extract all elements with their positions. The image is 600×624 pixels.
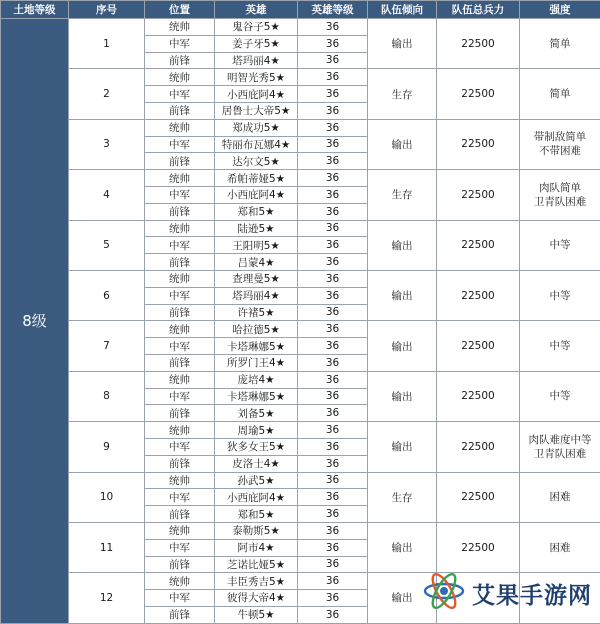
table-row	[1, 321, 600, 338]
hero-level-cell: 36	[298, 489, 368, 506]
hero-cell: 皮洛士4★	[215, 455, 298, 472]
hero-level-cell: 36	[298, 170, 368, 187]
team-index-cell: 4	[69, 170, 145, 220]
tendency-cell: 输出	[368, 119, 437, 169]
tendency-cell: 输出	[368, 321, 437, 371]
hero-cell: 希帕蒂娅5★	[215, 170, 298, 187]
position-cell: 前锋	[145, 52, 215, 69]
hero-level-cell: 36	[298, 522, 368, 539]
header-position: 位置	[145, 1, 215, 19]
hero-cell: 吕蒙4★	[215, 254, 298, 271]
hero-cell: 许褚5★	[215, 304, 298, 321]
troops-cell: 22500	[437, 220, 520, 270]
hero-cell: 孙武5★	[215, 472, 298, 489]
troops-cell: 22500	[437, 69, 520, 119]
tendency-cell: 输出	[368, 371, 437, 421]
position-cell: 前锋	[145, 254, 215, 271]
position-cell: 统帅	[145, 69, 215, 86]
team-index-cell: 1	[69, 19, 145, 69]
position-cell: 前锋	[145, 606, 215, 623]
position-cell: 统帅	[145, 170, 215, 187]
troops-cell: 22500	[437, 270, 520, 320]
hero-level-cell: 36	[298, 136, 368, 153]
strength-cell: 中等	[520, 371, 600, 421]
position-cell: 前锋	[145, 203, 215, 220]
position-cell: 统帅	[145, 371, 215, 388]
hero-cell: 所罗门王4★	[215, 354, 298, 371]
hero-cell: 明智光秀5★	[215, 69, 298, 86]
strength-cell: 肉队简单 卫青队困难	[520, 170, 600, 220]
hero-cell: 郑和5★	[215, 506, 298, 523]
hero-level-cell: 36	[298, 455, 368, 472]
tendency-cell: 输出	[368, 19, 437, 69]
tendency-cell: 输出	[368, 522, 437, 572]
position-cell: 中军	[145, 338, 215, 355]
hero-level-cell: 36	[298, 539, 368, 556]
hero-level-cell: 36	[298, 19, 368, 36]
table-row	[1, 472, 600, 489]
position-cell: 统帅	[145, 270, 215, 287]
hero-cell: 泰勒斯5★	[215, 522, 298, 539]
tendency-cell: 输出	[368, 422, 437, 472]
hero-cell: 塔玛丽4★	[215, 287, 298, 304]
position-cell: 统帅	[145, 573, 215, 590]
hero-level-cell: 36	[298, 338, 368, 355]
position-cell: 中军	[145, 186, 215, 203]
hero-cell: 郑成功5★	[215, 119, 298, 136]
hero-level-cell: 36	[298, 287, 368, 304]
position-cell: 前锋	[145, 506, 215, 523]
table-row	[1, 220, 600, 237]
position-cell: 中军	[145, 539, 215, 556]
hero-level-cell: 36	[298, 220, 368, 237]
hero-cell: 陆逊5★	[215, 220, 298, 237]
hero-level-cell: 36	[298, 35, 368, 52]
hero-cell: 周瑜5★	[215, 422, 298, 439]
header-hero-level: 英雄等级	[298, 1, 368, 19]
troops-cell: 22500	[437, 321, 520, 371]
position-cell: 统帅	[145, 220, 215, 237]
hero-cell: 塔玛丽4★	[215, 52, 298, 69]
hero-cell: 卡塔琳娜5★	[215, 388, 298, 405]
table-row	[1, 422, 600, 439]
position-cell: 前锋	[145, 102, 215, 119]
strength-cell: 肉队难度中等 卫青队困难	[520, 422, 600, 472]
hero-level-cell: 36	[298, 237, 368, 254]
hero-level-cell: 36	[298, 606, 368, 623]
team-index-cell: 5	[69, 220, 145, 270]
position-cell: 前锋	[145, 354, 215, 371]
table-row	[1, 19, 600, 36]
hero-cell: 庞培4★	[215, 371, 298, 388]
troops-cell: 22500	[437, 119, 520, 169]
position-cell: 中军	[145, 438, 215, 455]
position-cell: 前锋	[145, 304, 215, 321]
hero-level-cell: 36	[298, 506, 368, 523]
strength-cell: 困难	[520, 522, 600, 572]
troops-cell: 22500	[437, 522, 520, 572]
header-index: 序号	[69, 1, 145, 19]
hero-level-cell: 36	[298, 270, 368, 287]
header-troops: 队伍总兵力	[437, 1, 520, 19]
strength-cell: 困难	[520, 472, 600, 522]
hero-level-cell: 36	[298, 590, 368, 607]
hero-level-cell: 36	[298, 573, 368, 590]
team-index-cell: 3	[69, 119, 145, 169]
hero-cell: 小西庇阿4★	[215, 186, 298, 203]
hero-cell: 郑和5★	[215, 203, 298, 220]
hero-level-cell: 36	[298, 119, 368, 136]
troops-cell: 22500	[437, 472, 520, 522]
hero-cell: 阿市4★	[215, 539, 298, 556]
position-cell: 统帅	[145, 321, 215, 338]
strength-cell: 简单	[520, 69, 600, 119]
position-cell: 中军	[145, 590, 215, 607]
position-cell: 统帅	[145, 472, 215, 489]
hero-cell: 彼得大帝4★	[215, 590, 298, 607]
strength-cell: 简单	[520, 19, 600, 69]
team-index-cell: 7	[69, 321, 145, 371]
hero-cell: 王阳明5★	[215, 237, 298, 254]
position-cell: 中军	[145, 86, 215, 103]
strength-cell: 带制敌简单 不带困难	[520, 119, 600, 169]
hero-level-cell: 36	[298, 203, 368, 220]
table-row	[1, 371, 600, 388]
hero-level-cell: 36	[298, 254, 368, 271]
position-cell: 中军	[145, 136, 215, 153]
hero-level-cell: 36	[298, 422, 368, 439]
hero-cell: 居鲁士大帝5★	[215, 102, 298, 119]
position-cell: 统帅	[145, 119, 215, 136]
team-index-cell: 11	[69, 522, 145, 572]
hero-level-cell: 36	[298, 86, 368, 103]
hero-level-cell: 36	[298, 304, 368, 321]
table-row	[1, 270, 600, 287]
tendency-cell: 生存	[368, 472, 437, 522]
hero-cell: 鬼谷子5★	[215, 19, 298, 36]
hero-cell: 查理曼5★	[215, 270, 298, 287]
tendency-cell: 输出	[368, 573, 437, 623]
hero-level-cell: 36	[298, 153, 368, 170]
team-index-cell: 2	[69, 69, 145, 119]
hero-cell: 狄多女王5★	[215, 438, 298, 455]
strength-cell: 中等	[520, 270, 600, 320]
header-row	[1, 1, 600, 19]
hero-cell: 丰臣秀吉5★	[215, 573, 298, 590]
position-cell: 前锋	[145, 556, 215, 573]
hero-level-cell: 36	[298, 556, 368, 573]
hero-cell: 卡塔琳娜5★	[215, 338, 298, 355]
hero-level-cell: 36	[298, 472, 368, 489]
hero-level-cell: 36	[298, 69, 368, 86]
table-row	[1, 119, 600, 136]
troops-cell: 22500	[437, 422, 520, 472]
hero-level-cell: 36	[298, 321, 368, 338]
hero-level-cell: 36	[298, 371, 368, 388]
tendency-cell: 输出	[368, 220, 437, 270]
hero-cell: 姜子牙5★	[215, 35, 298, 52]
strength-cell: 中等	[520, 321, 600, 371]
hero-cell: 哈拉德5★	[215, 321, 298, 338]
team-index-cell: 12	[69, 573, 145, 623]
tendency-cell: 生存	[368, 69, 437, 119]
troops-cell: 22500	[437, 170, 520, 220]
position-cell: 统帅	[145, 19, 215, 36]
atom-logo-icon	[422, 569, 466, 617]
hero-level-cell: 36	[298, 438, 368, 455]
tendency-cell: 输出	[368, 270, 437, 320]
position-cell: 前锋	[145, 455, 215, 472]
tendency-cell: 生存	[368, 170, 437, 220]
hero-cell: 小西庇阿4★	[215, 489, 298, 506]
position-cell: 中军	[145, 287, 215, 304]
strength-cell: 中等	[520, 220, 600, 270]
hero-level-cell: 36	[298, 405, 368, 422]
watermark-text: 艾果手游网	[472, 577, 592, 610]
hero-cell: 牛顿5★	[215, 606, 298, 623]
land-level-cell: 8级	[1, 19, 69, 624]
team-index-cell: 10	[69, 472, 145, 522]
team-index-cell: 6	[69, 270, 145, 320]
header-strength: 强度	[520, 1, 600, 19]
team-index-cell: 8	[69, 371, 145, 421]
header-land-level: 土地等级	[1, 1, 69, 19]
position-cell: 中军	[145, 35, 215, 52]
position-cell: 前锋	[145, 405, 215, 422]
header-tendency: 队伍倾向	[368, 1, 437, 19]
table-row	[1, 522, 600, 539]
hero-level-cell: 36	[298, 52, 368, 69]
troops-cell: 22500	[437, 371, 520, 421]
table-body	[1, 19, 600, 624]
watermark	[422, 569, 592, 617]
hero-level-cell: 36	[298, 102, 368, 119]
hero-level-cell: 36	[298, 354, 368, 371]
hero-level-cell: 36	[298, 186, 368, 203]
position-cell: 中军	[145, 388, 215, 405]
header-hero: 英雄	[215, 1, 298, 19]
table-row	[1, 170, 600, 187]
hero-cell: 芝诺比娅5★	[215, 556, 298, 573]
hero-cell: 达尔文5★	[215, 153, 298, 170]
position-cell: 前锋	[145, 153, 215, 170]
team-index-cell: 9	[69, 422, 145, 472]
hero-cell: 小西庇阿4★	[215, 86, 298, 103]
table-row	[1, 69, 600, 86]
position-cell: 中军	[145, 237, 215, 254]
position-cell: 中军	[145, 489, 215, 506]
hero-cell: 特丽布瓦娜4★	[215, 136, 298, 153]
troops-cell: 22500	[437, 19, 520, 69]
hero-cell: 刘备5★	[215, 405, 298, 422]
hero-level-cell: 36	[298, 388, 368, 405]
position-cell: 统帅	[145, 422, 215, 439]
position-cell: 统帅	[145, 522, 215, 539]
